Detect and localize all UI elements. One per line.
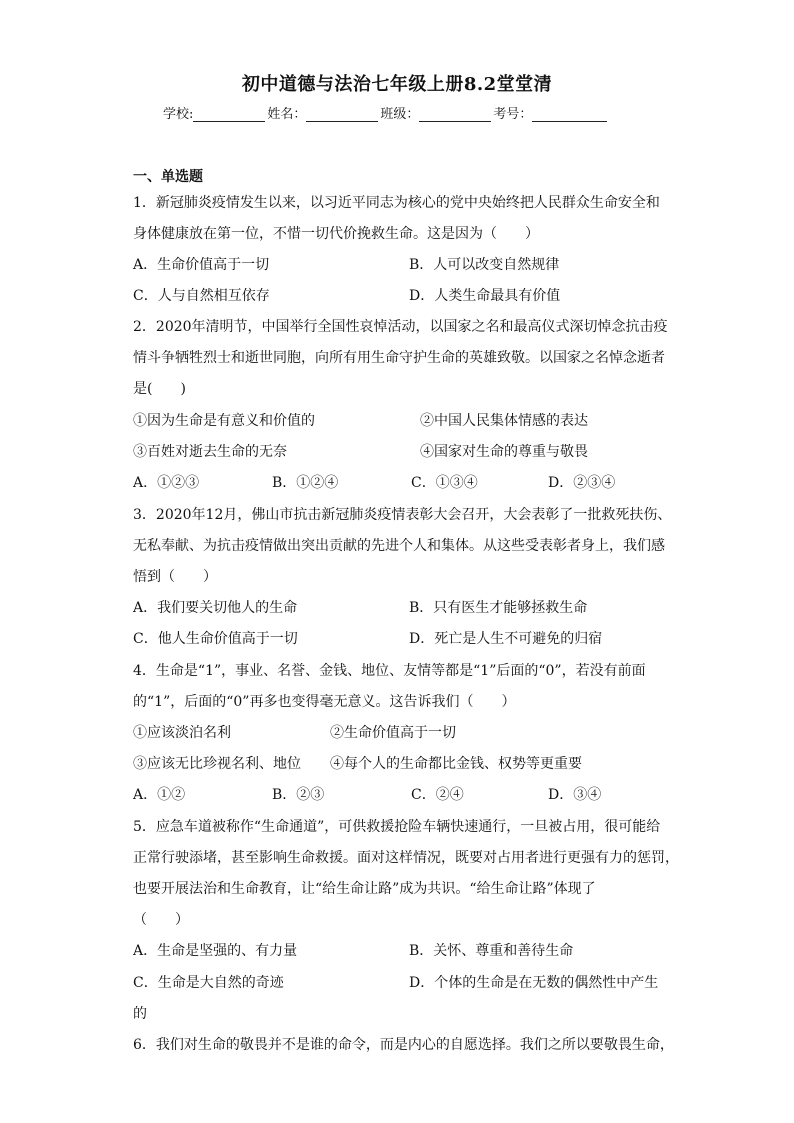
question-2-stem-line-3: 是( )	[133, 381, 186, 397]
question-5-option-a[interactable]: A．生命是坚强的、有力量	[133, 943, 298, 959]
question-2-option-d[interactable]: D．②③④	[548, 475, 616, 491]
question-2-statement-4: ④国家对生命的尊重与敬畏	[420, 444, 588, 460]
question-5-stem-line-3: 也要开展法治和生命教育，让“给生命让路”成为共识。“给生命让路”体现了	[133, 881, 596, 897]
name-field	[267, 103, 380, 122]
question-1-stem-line-1: 1．新冠肺炎疫情发生以来，以习近平同志为核心的党中央始终把人民群众生命安全和	[133, 195, 660, 211]
question-4-stem-line-1: 4．生命是“1”，事业、名誉、金钱、地位、友情等都是“1”后面的“0”，若没有前面	[133, 663, 646, 679]
question-4-statement-1: ①应该淡泊名利	[133, 725, 231, 741]
question-3-stem-line-3: 悟到（ ）	[133, 569, 217, 585]
question-3-option-c[interactable]: C．他人生命价值高于一切	[133, 631, 298, 647]
question-1-option-a[interactable]: A．生命价值高于一切	[133, 257, 270, 273]
question-3-option-a[interactable]: A．我们要关切他人的生命	[133, 600, 298, 616]
school-label: 学校:	[163, 107, 194, 122]
question-1-option-c[interactable]: C．人与自然相互依存	[133, 288, 270, 304]
question-3-stem-line-1: 3．2020年12月，佛山市抗击新冠肺炎疫情表彰大会召开，大会表彰了一批救死扶伤、	[133, 507, 672, 523]
question-2-option-b[interactable]: B．①②④	[272, 475, 339, 491]
school-field	[163, 103, 267, 122]
exam-no-label: 考号：	[493, 107, 533, 122]
question-2-statement-3: ③百姓对逝去生命的无奈	[133, 444, 287, 460]
question-4-option-b[interactable]: B．②③	[272, 787, 325, 803]
question-1-option-b[interactable]: B．人可以改变自然规律	[409, 257, 560, 273]
question-4-option-d[interactable]: D．③④	[548, 787, 602, 803]
question-5-stem-line-2: 正常行驶添堵，甚至影响生命救援。面对这样情况，既要对占用者进行更强有力的惩罚，	[133, 850, 679, 866]
page-title: 初中道德与法治七年级上册8.2堂堂清	[241, 74, 553, 95]
class-field	[380, 103, 493, 122]
question-5-stem-line-4: （ ）	[133, 912, 189, 928]
question-2-stem-line-2: 情斗争牺牲烈士和逝世同胞，向所有用生命守护生命的英雄致敬。以国家之名悼念逝者	[133, 350, 665, 366]
student-info-row	[163, 103, 609, 122]
class-blank[interactable]	[419, 107, 491, 122]
question-2-statement-1: ①因为生命是有意义和价值的	[133, 413, 315, 429]
question-5-option-d[interactable]: D．个体的生命是在无数的偶然性中产生	[409, 975, 659, 991]
question-3-stem-line-2: 无私奉献、为抗击疫情做出突出贡献的先进个人和集体。从这些受表彰者身上，我们感	[133, 538, 665, 554]
question-4-statement-2: ②生命价值高于一切	[330, 725, 456, 741]
question-1-stem-line-2: 身体健康放在第一位，不惜一切代价挽救生命。这是因为（ ）	[133, 226, 539, 242]
question-4-statement-3: ③应该无比珍视名利、地位	[133, 756, 301, 772]
question-2-statement-2: ②中国人民集体情感的表达	[420, 413, 588, 429]
question-4-statement-4: ④每个人的生命都比金钱、权势等更重要	[330, 756, 582, 772]
question-4-option-c[interactable]: C．②④	[411, 787, 464, 803]
name-blank[interactable]	[306, 107, 378, 122]
name-label: 姓名：	[267, 107, 307, 122]
question-1-option-d[interactable]: D．人类生命最具有价值	[409, 288, 561, 304]
question-2-stem-line-1: 2．2020年清明节，中国举行全国性哀悼活动，以国家之名和最高仪式深切悼念抗击疫	[133, 319, 668, 335]
question-2-option-a[interactable]: A．①②③	[133, 475, 200, 491]
question-3-option-b[interactable]: B．只有医生才能够拯救生命	[409, 600, 588, 616]
question-2-option-c[interactable]: C．①③④	[411, 475, 478, 491]
exam-no-field	[493, 103, 609, 122]
question-4-stem-line-2: 的“1”，后面的“0”再多也变得毫无意义。这告诉我们（ ）	[133, 694, 516, 710]
school-blank[interactable]	[193, 107, 265, 122]
section-title: 一、单选题	[133, 169, 203, 185]
question-6-stem-line-1: 6．我们对生命的敬畏并不是谁的命令，而是内心的自愿选择。我们之所以要敬畏生命，	[133, 1037, 674, 1053]
question-3-option-d[interactable]: D．死亡是人生不可避免的归宿	[409, 631, 603, 647]
question-4-option-a[interactable]: A．①②	[133, 787, 186, 803]
question-5-option-c[interactable]: C．生命是大自然的奇迹	[133, 975, 284, 991]
question-5-option-b[interactable]: B．关怀、尊重和善待生命	[409, 943, 574, 959]
class-label: 班级：	[380, 107, 420, 122]
question-5-stem-line-1: 5．应急车道被称作“生命通道”，可供救援抢险车辆快速通行，一旦被占用，很可能给	[133, 819, 661, 835]
exam-no-blank[interactable]	[532, 107, 607, 122]
question-5-option-d-continued: 的	[133, 1006, 147, 1022]
